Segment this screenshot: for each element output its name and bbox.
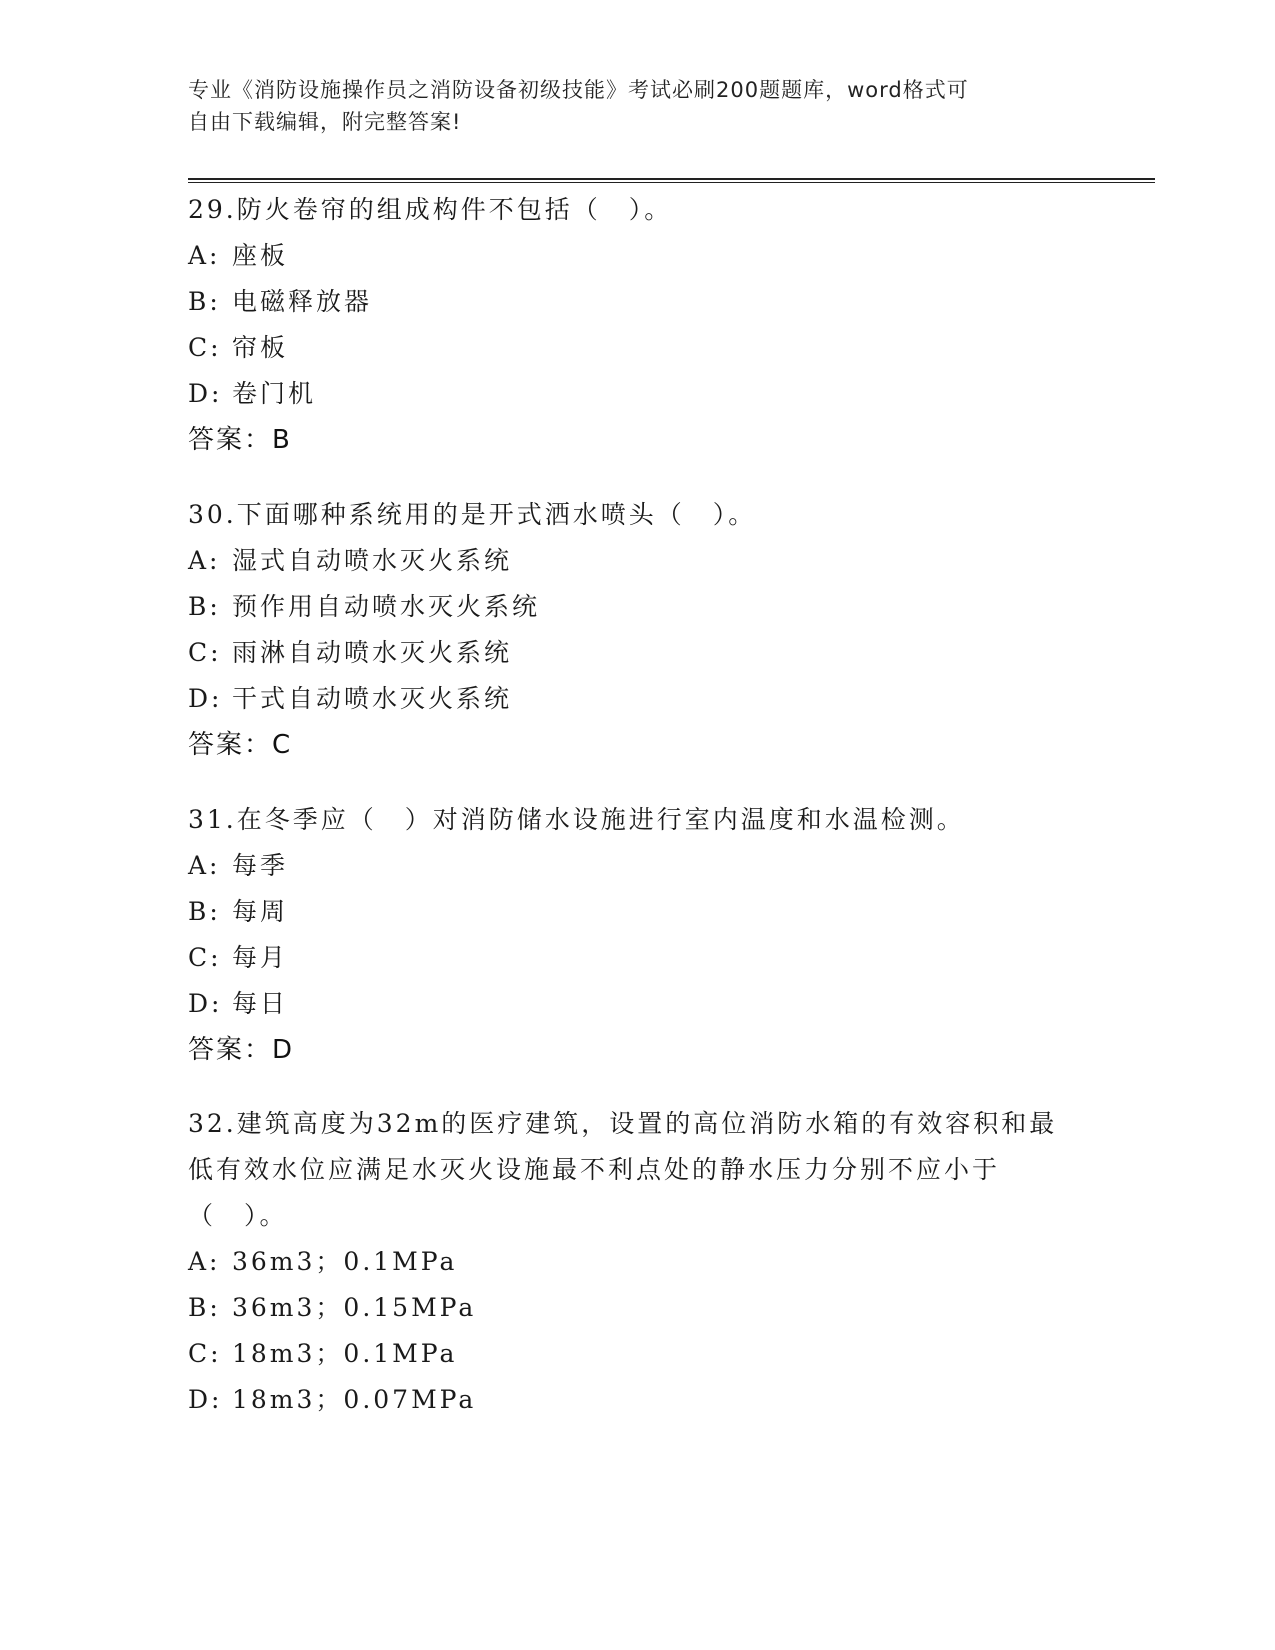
option-d [188, 676, 1088, 722]
answer-label: 答案：D [188, 1035, 295, 1065]
option-a [188, 843, 1088, 889]
option-text: 每周 [232, 897, 289, 926]
option-letter: D: [188, 684, 223, 713]
option-letter: B: [188, 287, 221, 316]
option-letter: B: [188, 1293, 221, 1322]
option-text: 帘板 [232, 333, 289, 362]
option-d [188, 981, 1088, 1027]
header-title-line-1: 专业《消防设施操作员之消防设备初级技能》考试必刷200题题库，word格式可 [188, 78, 969, 102]
option-text: 座板 [232, 241, 289, 270]
question-30 [188, 492, 1088, 768]
question-32 [188, 1101, 1088, 1423]
question-29 [188, 187, 1088, 463]
option-text: 电磁释放器 [232, 287, 373, 316]
option-letter: B: [188, 592, 221, 621]
option-letter: A: [188, 1247, 221, 1276]
option-b [188, 1285, 1088, 1331]
option-letter: A: [188, 241, 221, 270]
answer-label: 答案：C [188, 730, 293, 760]
option-a [188, 1239, 1088, 1285]
option-letter: C: [188, 943, 222, 972]
option-text: 预作用自动喷水灭火系统 [232, 592, 541, 621]
option-letter: D: [188, 989, 223, 1018]
option-c [188, 1331, 1088, 1377]
option-letter: A: [188, 546, 221, 575]
header-divider-thick [188, 178, 1155, 180]
option-d [188, 371, 1088, 417]
option-text: 卷门机 [232, 379, 317, 408]
question-stem: 29.防火卷帘的组成构件不包括（ ）。 [188, 195, 673, 224]
option-letter: B: [188, 897, 221, 926]
option-text: 18m3；0.07MPa [232, 1385, 477, 1414]
option-letter: A: [188, 851, 221, 880]
question-stem: 30.下面哪种系统用的是开式洒水喷头（ ）。 [188, 500, 757, 529]
option-text: 每季 [232, 851, 289, 880]
option-a [188, 233, 1088, 279]
option-text: 18m3；0.1MPa [232, 1339, 458, 1368]
answer-label: 答案：B [188, 425, 292, 455]
option-letter: C: [188, 333, 222, 362]
option-b [188, 279, 1088, 325]
option-a [188, 538, 1088, 584]
document-header [188, 74, 1068, 138]
option-c [188, 630, 1088, 676]
option-b [188, 889, 1088, 935]
option-c [188, 935, 1088, 981]
option-letter: C: [188, 1339, 222, 1368]
option-letter: D: [188, 379, 223, 408]
header-divider-thin [188, 182, 1155, 183]
header-title-line-2: 自由下载编辑，附完整答案! [188, 110, 462, 134]
question-stem: 32.建筑高度为32m的医疗建筑，设置的高位消防水箱的有效容积和最低有效水位应满足水灭火设施最不利点处的静水压力分别不应小于（ ）。 [188, 1109, 1058, 1230]
option-c [188, 325, 1088, 371]
option-text: 雨淋自动喷水灭火系统 [232, 638, 513, 667]
option-letter: D: [188, 1385, 223, 1414]
question-stem: 31.在冬季应（ ）对消防储水设施进行室内温度和水温检测。 [188, 805, 965, 834]
option-letter: C: [188, 638, 222, 667]
option-text: 36m3；0.1MPa [232, 1247, 458, 1276]
question-31 [188, 797, 1088, 1073]
option-d [188, 1377, 1088, 1423]
option-text: 湿式自动喷水灭火系统 [232, 546, 513, 575]
option-text: 36m3；0.15MPa [232, 1293, 477, 1322]
option-text: 每月 [232, 943, 289, 972]
option-text: 干式自动喷水灭火系统 [232, 684, 513, 713]
option-b [188, 584, 1088, 630]
option-text: 每日 [232, 989, 289, 1018]
